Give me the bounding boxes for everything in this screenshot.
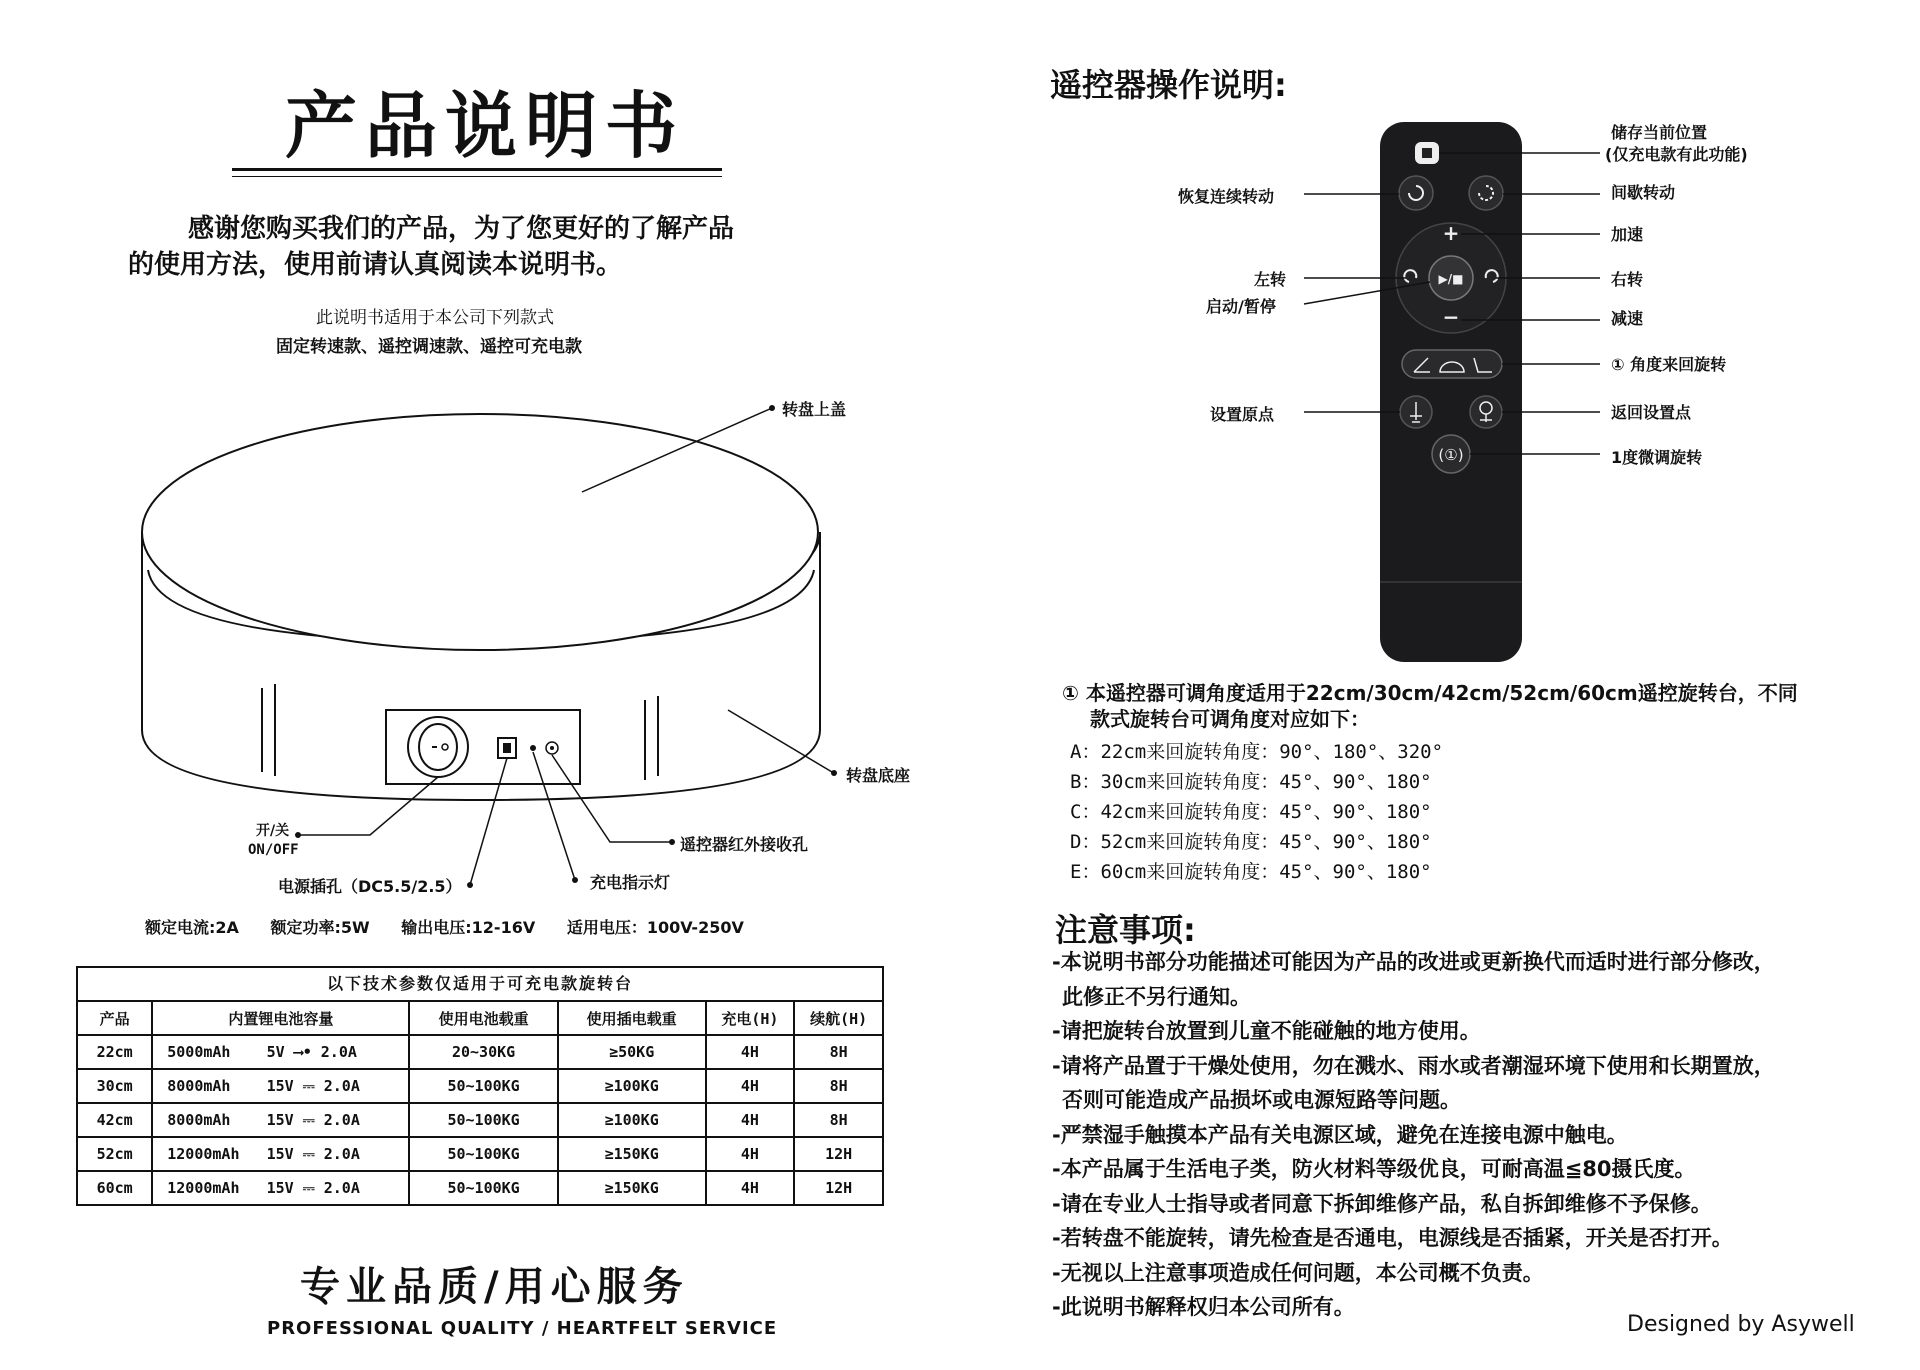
- cell-capacity: 12000mAh 15V ⎓ 2.0A: [152, 1137, 409, 1171]
- cell-battery-load: 20~30KG: [409, 1035, 557, 1069]
- caution-line: 否则可能造成产品损坏或电源短路等问题。: [1062, 1088, 1461, 1112]
- cell-capacity: 5000mAh 5V ⟶• 2.0A: [152, 1035, 409, 1069]
- label-turn-right: 右转: [1611, 270, 1644, 289]
- applies-to-text: 此说明书适用于本公司下列款式: [316, 308, 554, 328]
- dc-symbol-icon: ⎓: [302, 1077, 315, 1095]
- label-power-switch: 开/关: [256, 823, 290, 839]
- table-header-row: [77, 1001, 883, 1035]
- battery-spec-table: [76, 966, 884, 1206]
- spec-current: 额定电流:2A: [145, 918, 239, 937]
- label-speed-up: 加速: [1611, 225, 1644, 244]
- cell-product: 60cm: [77, 1171, 152, 1205]
- label-resume-continuous: 恢复连续转动: [1178, 187, 1275, 206]
- col-header: 使用电池载重: [409, 1001, 557, 1035]
- table-row: [77, 1069, 883, 1103]
- label-slow-down: 减速: [1611, 309, 1644, 328]
- dc-symbol-icon: ⎓: [302, 1145, 315, 1163]
- caution-line: -无视以上注意事项造成任何问题，本公司概不负责。: [1052, 1260, 1544, 1285]
- angle-swing-button: [1402, 350, 1502, 378]
- speed-up-button: +: [1442, 221, 1460, 245]
- cell-plug-load: ≥100KG: [558, 1069, 706, 1103]
- cell-capacity: 8000mAh 15V ⎓ 2.0A: [152, 1103, 409, 1137]
- table-caption: 以下技术参数仅适用于可充电款旋转台: [76, 966, 884, 1000]
- angle-item: E：60cm来回旋转角度：45°、90°、180°: [1070, 861, 1432, 883]
- cell-charge: 4H: [706, 1171, 795, 1205]
- resume-rotation-button: [1399, 176, 1433, 210]
- label-top-cover: 转盘上盖: [782, 400, 847, 419]
- angle-item: B：30cm来回旋转角度：45°、90°、180°: [1070, 771, 1432, 793]
- intermittent-rotation-button: [1469, 176, 1503, 210]
- label-base: 转盘底座: [846, 766, 911, 785]
- cell-battery-load: 50~100KG: [409, 1069, 557, 1103]
- cell-product: 42cm: [77, 1103, 152, 1137]
- spec-output-voltage: 输出电压:12-16V: [401, 918, 536, 937]
- cell-endurance: 8H: [794, 1035, 883, 1069]
- label-intermittent: 间歇转动: [1611, 183, 1676, 202]
- caution-line: -请把旋转台放置到儿童不能碰触的地方使用。: [1052, 1019, 1481, 1043]
- col-header: 产品: [77, 1001, 152, 1035]
- caution-title: 注意事项:: [1055, 911, 1196, 949]
- rated-specs: [145, 915, 770, 938]
- page-title: 产品说明书: [285, 84, 686, 168]
- cell-product: 22cm: [77, 1035, 152, 1069]
- cell-plug-load: ≥150KG: [558, 1171, 706, 1205]
- label-power-switch-en: ON/OFF: [248, 842, 299, 858]
- usb-icon: ⟶•: [293, 1043, 312, 1061]
- label-angle-swing: ① 角度来回旋转: [1611, 355, 1727, 374]
- cell-endurance: 8H: [794, 1069, 883, 1103]
- cell-capacity: 12000mAh 15V ⎓ 2.0A: [152, 1171, 409, 1205]
- title-rule-thin: [232, 176, 722, 177]
- return-origin-button: [1470, 396, 1502, 428]
- cell-plug-load: ≥100KG: [558, 1103, 706, 1137]
- table-row: [77, 1137, 883, 1171]
- col-header: 续航(H): [794, 1001, 883, 1035]
- label-save-position: 储存当前位置: [1611, 123, 1708, 142]
- cell-charge: 4H: [706, 1103, 795, 1137]
- cell-endurance: 12H: [794, 1137, 883, 1171]
- cell-charge: 4H: [706, 1137, 795, 1171]
- slogan-en: PROFESSIONAL QUALITY / HEARTFELT SERVICE: [267, 1318, 778, 1339]
- cell-charge: 4H: [706, 1069, 795, 1103]
- angle-item: A：22cm来回旋转角度：90°、180°、320°: [1070, 741, 1444, 763]
- caution-line: -本产品属于生活电子类，防火材料等级优良，可耐高温≦80摄氏度。: [1052, 1157, 1696, 1181]
- spec-input-voltage: 适用电压：100V-250V: [566, 918, 744, 937]
- label-save-position-note: (仅充电款有此功能): [1605, 145, 1748, 164]
- cell-product: 30cm: [77, 1069, 152, 1103]
- cell-battery-load: 50~100KG: [409, 1103, 557, 1137]
- label-set-origin: 设置原点: [1210, 405, 1275, 424]
- label-turn-left: 左转: [1254, 270, 1287, 289]
- table-row: [77, 1035, 883, 1069]
- cell-capacity: 8000mAh 15V ⎓ 2.0A: [152, 1069, 409, 1103]
- col-header: 使用插电载重: [558, 1001, 706, 1035]
- turntable-illustration: [0, 380, 960, 900]
- label-ir-receiver: 遥控器红外接收孔: [680, 835, 809, 854]
- angle-note-line-2: 款式旋转台可调角度对应如下：: [1090, 707, 1370, 731]
- angle-note: [1062, 680, 1798, 732]
- caution-line: -本说明书部分功能描述可能因为产品的改进或更新换代而适时进行部分修改，: [1052, 950, 1775, 974]
- angle-note-line-1: ① 本遥控器可调角度适用于22cm/30cm/42cm/52cm/60cm遥控旋转台，不同: [1062, 681, 1798, 705]
- label-power-jack: 电源插孔（DC5.5/2.5）: [278, 877, 462, 896]
- slow-down-button: −: [1442, 305, 1460, 329]
- caution-line: -若转盘不能旋转，请先检查是否通电，电源线是否插紧，开关是否打开。: [1052, 1226, 1733, 1250]
- dc-symbol-icon: ⎓: [302, 1111, 315, 1129]
- caution-line: -严禁湿手触摸本产品有关电源区域，避免在连接电源中触电。: [1052, 1122, 1628, 1147]
- svg-text:▶/■: ▶/■: [1438, 272, 1464, 286]
- designer-credit: Designed by Asywell: [1627, 1312, 1855, 1337]
- angle-item: C：42cm来回旋转角度：45°、90°、180°: [1070, 801, 1432, 823]
- label-charge-led: 充电指示灯: [590, 873, 671, 892]
- remote-section-title: 遥控器操作说明:: [1050, 66, 1287, 104]
- title-rule: [232, 168, 722, 171]
- slogan: 专业品质/用心服务: [300, 1264, 689, 1310]
- dc-symbol-icon: ⎓: [302, 1179, 315, 1197]
- cell-plug-load: ≥150KG: [558, 1137, 706, 1171]
- label-start-pause: 启动/暂停: [1206, 297, 1276, 316]
- angle-item: D：52cm来回旋转角度：45°、90°、180°: [1070, 831, 1432, 853]
- col-header: 内置锂电池容量: [152, 1001, 409, 1035]
- cell-endurance: 12H: [794, 1171, 883, 1205]
- cell-battery-load: 50~100KG: [409, 1171, 557, 1205]
- cell-product: 52cm: [77, 1137, 152, 1171]
- col-header: 充电(H): [706, 1001, 795, 1035]
- caution-list: [1052, 945, 1902, 1325]
- cell-charge: 4H: [706, 1035, 795, 1069]
- caution-line: -此说明书解释权归本公司所有。: [1052, 1295, 1355, 1319]
- svg-text:(①): (①): [1438, 446, 1464, 464]
- label-return-origin: 返回设置点: [1611, 403, 1692, 422]
- table-row: [77, 1103, 883, 1137]
- model-list: 固定转速款、遥控调速款、遥控可充电款: [276, 337, 582, 357]
- cell-battery-load: 50~100KG: [409, 1137, 557, 1171]
- cell-plug-load: ≥50KG: [558, 1035, 706, 1069]
- cell-endurance: 8H: [794, 1103, 883, 1137]
- angle-list: [1070, 737, 1443, 887]
- caution-line: 此修正不另行通知。: [1062, 984, 1251, 1009]
- intro-line-1: 感谢您购买我们的产品，为了您更好的了解产品: [188, 214, 735, 244]
- label-fine-rotate: 1度微调旋转: [1611, 448, 1703, 467]
- intro-line-2: 的使用方法，使用前请认真阅读本说明书。: [128, 250, 623, 280]
- table-row: [77, 1171, 883, 1205]
- spec-power: 额定功率:5W: [270, 918, 370, 937]
- caution-line: -请将产品置于干燥处使用，勿在溅水、雨水或者潮湿环境下使用和长期置放，: [1052, 1053, 1775, 1078]
- caution-line: -请在专业人士指导或者同意下拆卸维修产品，私自拆卸维修不予保修。: [1052, 1191, 1712, 1216]
